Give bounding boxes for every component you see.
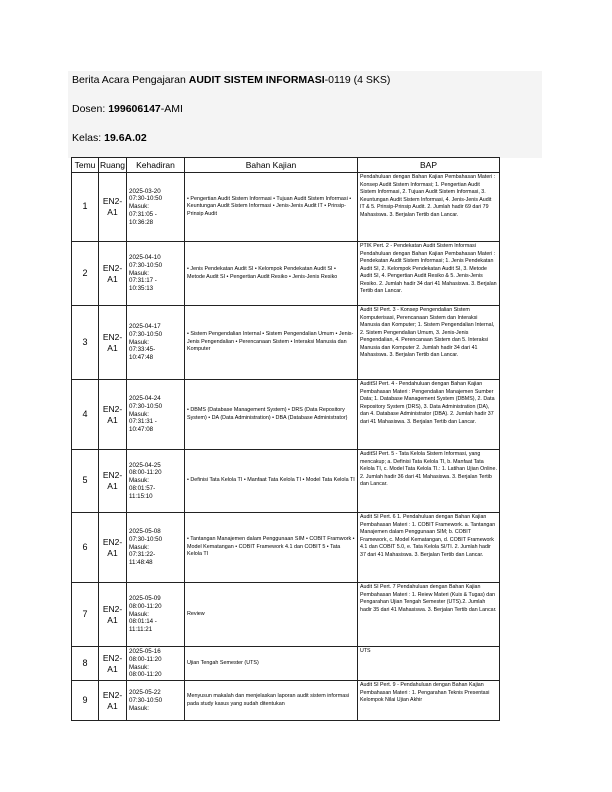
attendance-line: 2025-04-17 bbox=[129, 323, 161, 330]
attendance-line: 08:00-11:20 bbox=[129, 655, 162, 663]
attendance-line: 2025-03-20 bbox=[129, 187, 161, 195]
meeting-number: 2 bbox=[72, 242, 99, 306]
col-header-kehadiran: Kehadiran bbox=[127, 158, 185, 173]
attendance-line: 07:30-10:50 bbox=[129, 535, 163, 543]
attendance-line: Masuk: bbox=[129, 663, 149, 671]
attendance-line: Masuk: bbox=[129, 203, 149, 211]
attendance-line: 07:33:45- bbox=[129, 346, 156, 354]
attendance-line: 2025-04-24 bbox=[129, 395, 161, 402]
room-cell: EN2-A1 bbox=[99, 450, 127, 513]
bap-cell: AuditSI Pert. 4 - Pendahuluan dengan Bahan Kajian Pembahasan Materi : Pengendalian Manajemen Sumber Data; 1. Database Management System (DBMS), 2. Data Repository System (DRS), 3. Data Administration (DA), dan 4. Database Administrator (DBA). 2. Jumlah hadir 37 dari 41 Mahasiswa. 3. Berjalan Tertib dan Lancar. bbox=[358, 380, 500, 450]
attendance-line: Masuk: bbox=[129, 338, 149, 346]
attendance-line: Masuk: bbox=[129, 704, 149, 712]
room-cell: EN2-A1 bbox=[99, 306, 127, 380]
attendance-cell bbox=[127, 242, 185, 306]
bap-cell: Pendahuluan dengan Bahan Kajian Pembahasan Materi : Konsep Audit Sistem Informasi; 1. Pengertian Audit Sistem Informasi, 2. Tujuan Audit Sistem Informasi, 3. Keuntungan Audit Sistem Informasi, 4. Jenis-Jenis Audit IT & 5. Prinsip-Prinsip Audit. 2. Jumlah hadir 69 dari 79 Mahasiswa. 3. Berjalan Tertib dan Lancar. bbox=[358, 173, 500, 242]
topic-cell: Menyusun makalah dan menjelaskan laporan audit sistem informasi pada study kasus yang sudah ditentukan bbox=[185, 681, 358, 721]
attendance-line: 07:30-10:50 bbox=[129, 696, 163, 704]
table-row bbox=[72, 681, 500, 721]
topic-cell: Ujian Tengah Semester (UTS) bbox=[185, 647, 358, 681]
kelas-line bbox=[68, 129, 542, 158]
document-header bbox=[68, 71, 542, 158]
attendance-line: 10:36:28 bbox=[129, 218, 154, 226]
bap-cell: Audit SI Pert. 3 - Konsep Pengendalian Sistem Komputerisasi, Perencanaan Sistem dan Interaksi Manusia dan Komputer; 1. Sistem Pengendalian Internal, 2. Sistem Pengendalian Umum, 3. Jenis-Jenis Pengendalian, 4. Perencanaan Sistem dan 5. Interaksi Manusia dan Komputer 2. Jumlah hadir 34 dari 41 Mahasiswa. 3. Berjalan Tertib dan Lancar. bbox=[358, 306, 500, 380]
bap-cell: Audit SI Pert. 9 - Pendahuluan dengan Bahan Kajian Pembahasan Materi : 1. Pengarahan Teknis Presentasi Kelompok Nilai Ujian Akhir bbox=[358, 681, 500, 721]
topic-cell: • Definisi Tata Kelola TI • Manfaat Tata Kelola TI • Model Tata Kelola TI bbox=[185, 450, 358, 513]
col-header-temu: Temu bbox=[72, 158, 99, 173]
attendance-line: Masuk: bbox=[129, 269, 149, 277]
table-row bbox=[72, 380, 500, 450]
attendance-line: 08:01:14 - bbox=[129, 618, 157, 626]
course-name: AUDIT SISTEM INFORMASI bbox=[188, 74, 325, 86]
col-header-bahan-kajian: Bahan Kajian bbox=[185, 158, 358, 173]
meeting-number: 9 bbox=[72, 681, 99, 721]
table-row bbox=[72, 242, 500, 306]
attendance-line: 2025-04-25 bbox=[129, 461, 161, 469]
col-header-bap: BAP bbox=[358, 158, 500, 173]
room-cell: EN2-A1 bbox=[99, 681, 127, 721]
attendance-line: 10:47:48 bbox=[129, 354, 154, 362]
meeting-number: 8 bbox=[72, 647, 99, 681]
attendance-line: 11:11:21 bbox=[129, 626, 153, 634]
attendance-line: Masuk: bbox=[129, 543, 149, 551]
dosen-id: 199606147 bbox=[108, 103, 161, 115]
kelas-label: Kelas: bbox=[72, 132, 105, 144]
dosen-label: Dosen: bbox=[72, 103, 109, 115]
attendance-line: 07:30-10:50 bbox=[129, 195, 163, 203]
room-cell: EN2-A1 bbox=[99, 380, 127, 450]
topic-cell: • Jenis Pendekatan Audit SI • Kelompok Pendekatan Audit SI • Metode Audit SI • Pengertian Audit Resiko • Jenis-Jenis Resiko bbox=[185, 242, 358, 306]
bap-cell: Audit SI Pert. 7 Pendahuluan dengan Bahan Kajian Pembahasan Materi : 1. Reiew Materi (Kuis & Tugas) dan Pengarahan Ujian Tengah Semester (UTS).2. Jumlah hadir 35 dari 41 Mahasiswa. 3. Berjalan Tertib dan Lancar. bbox=[358, 583, 500, 647]
attendance-line: 07:30-10:50 bbox=[129, 330, 163, 338]
topic-cell: • DBMS (Database Management System) • DRS (Data Repository System) • DA (Data Administration) • DBA (Database Administrator) bbox=[185, 380, 358, 450]
attendance-cell bbox=[127, 647, 185, 681]
bap-cell: AuditSI Pert. 5 - Tata Kelola Sistem Informasi, yang mencakup; a. Definisi Tata Kelola TI, b. Manfaat Tata Kelola TI, c. Model Tata Kelola TI.: 1. Latihan Ujian Online. 2. Jumlah hadir 36 dari 41 Mahasiswa. 3. Berjalan Tertib dan Lancar. bbox=[358, 450, 500, 513]
attendance-line: 08:00-11:20 bbox=[129, 602, 162, 610]
room-cell: EN2-A1 bbox=[99, 173, 127, 242]
table-row bbox=[72, 306, 500, 380]
bap-cell: Audit SI Pert. 6 1. Pendahuluan dengan Bahan Kajian Pembahasan Materi : 1. COBIT Framework. a. Tantangan Manajemen dalam Penggunaan SIM; b. COBIT Framework, c. Model Kematangan, d. COBIT Framework 4.1 dan COBIT 5.0, e. Tata Kelola SI/TI. 2. Jumlah hadir 37 dari 41 Mahasiswa. 3. Berjalan Tertib dan Lancar. bbox=[358, 513, 500, 583]
attendance-cell bbox=[127, 681, 185, 721]
attendance-line: 07:31:22- bbox=[129, 551, 156, 559]
attendance-line: 10:35:13 bbox=[129, 285, 154, 293]
table-row bbox=[72, 450, 500, 513]
attendance-line: 08:00-11:20 bbox=[129, 469, 162, 477]
attendance-cell bbox=[127, 306, 185, 380]
title-prefix: Berita Acara Pengajaran bbox=[72, 74, 189, 86]
attendance-line: 2025-05-09 bbox=[129, 595, 161, 602]
attendance-line: 2025-05-08 bbox=[129, 528, 161, 535]
table-row bbox=[72, 647, 500, 681]
col-header-ruang: Ruang bbox=[99, 158, 127, 173]
bap-cell: UTS bbox=[358, 647, 500, 681]
room-cell: EN2-A1 bbox=[99, 513, 127, 583]
kelas-code: 19.6A.02 bbox=[104, 132, 147, 144]
attendance-line: 2025-05-16 bbox=[129, 648, 161, 655]
bap-table bbox=[71, 157, 500, 721]
topic-cell: • Sistem Pengendalian Internal • Sistem Pengendalian Umum • Jenis-Jenis Pengendalian • Perencanaan Sistem • Interaksi Manusia dan Komputer bbox=[185, 306, 358, 380]
attendance-line: 11:48:48 bbox=[129, 559, 153, 567]
attendance-line: Masuk: bbox=[129, 477, 149, 485]
attendance-line: 07:31:17 - bbox=[129, 277, 157, 285]
title-line bbox=[68, 71, 542, 100]
meeting-number: 4 bbox=[72, 380, 99, 450]
attendance-line: Masuk: bbox=[129, 410, 149, 418]
attendance-cell bbox=[127, 380, 185, 450]
table-row bbox=[72, 513, 500, 583]
table-row bbox=[72, 173, 500, 242]
attendance-cell bbox=[127, 173, 185, 242]
attendance-cell bbox=[127, 583, 185, 647]
table-header-row bbox=[72, 158, 500, 173]
attendance-line: 2025-04-10 bbox=[129, 254, 161, 261]
topic-cell: • Pengertian Audit Sistem Informasi • Tujuan Audit Sistem Informasi • Keuntungan Audit Sistem Informasi • Jenis-Jenis Audit IT • Prinsip-Prinsip Audit bbox=[185, 173, 358, 242]
title-suffix: -0119 (4 SKS) bbox=[324, 74, 391, 86]
room-cell: EN2-A1 bbox=[99, 647, 127, 681]
attendance-line: 08:01:57- bbox=[129, 484, 156, 492]
meeting-number: 1 bbox=[72, 173, 99, 242]
table-row bbox=[72, 583, 500, 647]
meeting-number: 3 bbox=[72, 306, 99, 380]
attendance-line: 07:31:05 - bbox=[129, 210, 157, 218]
attendance-line: 11:15:10 bbox=[129, 492, 153, 500]
meeting-number: 6 bbox=[72, 513, 99, 583]
topic-cell: Review bbox=[185, 583, 358, 647]
dosen-suffix: -AMI bbox=[160, 103, 183, 115]
attendance-line: Masuk: bbox=[129, 610, 149, 618]
attendance-line: 07:30-10:50 bbox=[129, 261, 163, 269]
attendance-line: 08:00-11:20 bbox=[129, 671, 162, 679]
meeting-number: 7 bbox=[72, 583, 99, 647]
dosen-line bbox=[68, 100, 542, 129]
attendance-cell bbox=[127, 513, 185, 583]
attendance-line: 07:30-10:50 bbox=[129, 402, 163, 410]
attendance-line: 2025-05-22 bbox=[129, 688, 161, 696]
room-cell: EN2-A1 bbox=[99, 583, 127, 647]
attendance-cell bbox=[127, 450, 185, 513]
topic-cell: • Tantangan Manajemen dalam Penggunaan SIM • COBIT Framwork • Model Kematangan • COBIT Framework 4.1 dan COBIT 5 • Tata Kelola TI bbox=[185, 513, 358, 583]
meeting-number: 5 bbox=[72, 450, 99, 513]
attendance-line: 07:31:31 - bbox=[129, 418, 157, 426]
bap-cell: PTIK Pert. 2 - Pendekatan Audit Sistem Informasi Pendahuluan dengan Bahan Kajian Pembahasan Materi : Pendekatan Audit Sistem Informasi; 1. Jenis Pendekatan Audit SI, 2. Kelompok Pendekatan Audit SI, 3. Metode Audit SI, 4. Pengertian Audit Resiko & 5. Jenis-Jenis Resiko. 2. Jumlah hadir 34 dari 41 Mahasiswa. 3. Berjalan Tertib dan Lancar. bbox=[358, 242, 500, 306]
room-cell: EN2-A1 bbox=[99, 242, 127, 306]
attendance-line: 10:47:08 bbox=[129, 426, 154, 434]
